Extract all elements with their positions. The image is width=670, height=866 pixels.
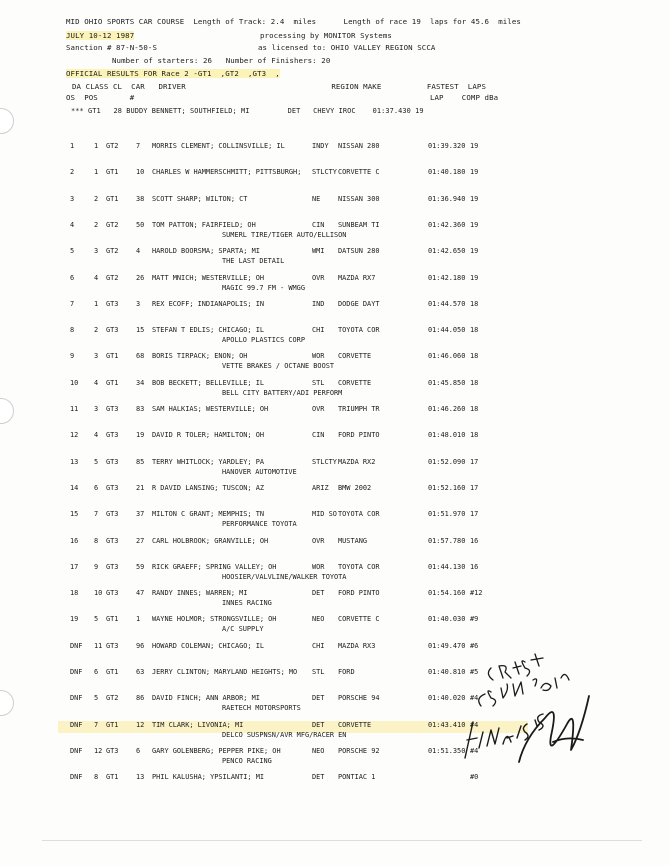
- cell-driver: CHARLES W HAMMERSCHMITT; PITTSBURGH;: [152, 168, 302, 176]
- cell-os: 17: [70, 563, 79, 571]
- table-row: [0, 589, 670, 601]
- cell-make: MAZDA RX7: [338, 274, 376, 282]
- cell-fastest: 01:44.050: [428, 326, 466, 334]
- cell-pos: 7: [94, 721, 99, 729]
- cell-region: OVR: [312, 274, 325, 282]
- license-note: as licensed to: OHIO VALLEY REGION SCCA: [258, 43, 436, 52]
- cell-car: 68: [136, 352, 145, 360]
- cell-region: OVR: [312, 537, 325, 545]
- cell-pos: 5: [94, 615, 99, 623]
- cell-pos: 2: [94, 195, 99, 203]
- page-edge-shadow: [42, 840, 642, 841]
- cell-region: NE: [312, 195, 321, 203]
- cell-pos: 8: [94, 537, 99, 545]
- cell-pos: 3: [94, 405, 99, 413]
- table-row: [0, 247, 670, 259]
- cell-cls: GT2: [106, 247, 119, 255]
- cell-car: 6: [136, 747, 141, 755]
- cell-region: STL: [312, 668, 325, 676]
- cell-os: DNF: [70, 747, 83, 755]
- cell-pos: 2: [94, 326, 99, 334]
- sponsor-line: DELCO SUSPNSN/AVR MFG/RACER EN: [222, 731, 347, 739]
- cell-car: 19: [136, 431, 145, 439]
- cell-driver: BOB BECKETT; BELLEVILLE; IL: [152, 379, 265, 387]
- sponsor-line: A/C SUPPLY: [222, 625, 264, 633]
- column-headers-line1: DA CLASS CL CAR DRIVER REGION MAKE FASTEST LAPS: [72, 82, 487, 91]
- cell-os: 18: [70, 589, 79, 597]
- cell-os: 16: [70, 537, 79, 545]
- cell-region: DET: [312, 773, 325, 781]
- cell-region: CHI: [312, 326, 325, 334]
- cell-os: 11: [70, 405, 79, 413]
- cell-make: PORSCHE 92: [338, 747, 380, 755]
- cell-region: MID SO: [312, 510, 337, 518]
- sponsor-line: PERFORMANCE TOYOTA: [222, 520, 297, 528]
- cell-driver: PHIL KALUSHA; YPSILANTI; MI: [152, 773, 265, 781]
- starters-finishers: Number of starters: 26 Number of Finishers: 20: [112, 56, 331, 65]
- cell-fastest: 01:48.010: [428, 431, 466, 439]
- cell-cls: GT1: [106, 379, 119, 387]
- cell-pos: 6: [94, 484, 99, 492]
- cell-laps: 18: [470, 431, 479, 439]
- sponsor-line: BELL CITY BATTERY/ADI PERFORM: [222, 389, 343, 397]
- cell-os: 12: [70, 431, 79, 439]
- cell-region: WMI: [312, 247, 325, 255]
- cell-region: WOR: [312, 563, 325, 571]
- table-row: [0, 458, 670, 470]
- cell-driver: MATT MNICH; WESTERVILLE; OH: [152, 274, 265, 282]
- race-title: OFFICIAL RESULTS FOR Race 2 -GT1 ,GT2 ,GT3 ,: [66, 69, 280, 78]
- sponsor-line: THE LAST DETAIL: [222, 257, 285, 265]
- cell-car: 34: [136, 379, 145, 387]
- sanction-number: Sanction # 87-N-50-S: [66, 43, 157, 52]
- cell-region: INDY: [312, 142, 329, 150]
- cell-car: 38: [136, 195, 145, 203]
- cell-pos: 5: [94, 458, 99, 466]
- cell-car: 10: [136, 168, 145, 176]
- cell-pos: 1: [94, 142, 99, 150]
- table-row: [0, 484, 670, 496]
- cell-region: NEO: [312, 747, 325, 755]
- cell-driver: JERRY CLINTON; MARYLAND HEIGHTS; MO: [152, 668, 298, 676]
- cell-fastest: 01:40.180: [428, 168, 466, 176]
- cell-car: 3: [136, 300, 141, 308]
- cell-pos: 9: [94, 563, 99, 571]
- cell-make: PONTIAC 1: [338, 773, 376, 781]
- cell-region: DET: [312, 589, 325, 597]
- cell-cls: GT3: [106, 537, 119, 545]
- cell-region: STL: [312, 379, 325, 387]
- cell-laps: 16: [470, 537, 479, 545]
- cell-make: SUNBEAM TI: [338, 221, 380, 229]
- cell-os: 4: [70, 221, 75, 229]
- cell-car: 50: [136, 221, 145, 229]
- cell-driver: HOWARD COLEMAN; CHICAGO; IL: [152, 642, 265, 650]
- sponsor-line: HOOSIER/VALVLINE/WALKER TOYOTA: [222, 573, 347, 581]
- cell-car: 15: [136, 326, 145, 334]
- cell-driver: CARL HOLBROOK; GRANVILLE; OH: [152, 537, 269, 545]
- table-row: [0, 142, 670, 154]
- table-row: [0, 195, 670, 207]
- cell-fastest: 01:51.970: [428, 510, 466, 518]
- cell-driver: DAVID FINCH; ANN ARBOR; MI: [152, 694, 260, 702]
- cell-make: TOYOTA COR: [338, 326, 380, 334]
- cell-region: ARIZ: [312, 484, 329, 492]
- cell-make: DODGE DAYT: [338, 300, 380, 308]
- cell-region: CIN: [312, 221, 325, 229]
- cell-pos: 10: [94, 589, 103, 597]
- cell-laps: 18: [470, 405, 479, 413]
- cell-cls: GT3: [106, 300, 119, 308]
- cell-car: 4: [136, 247, 141, 255]
- sponsor-line: MAGIC 99.7 FM - WMGG: [222, 284, 305, 292]
- cell-os: DNF: [70, 721, 83, 729]
- cell-laps: #5: [470, 668, 479, 676]
- cell-pos: 4: [94, 379, 99, 387]
- cell-make: TOYOTA COR: [338, 563, 380, 571]
- cell-make: FORD PINTO: [338, 431, 380, 439]
- cell-cls: GT1: [106, 668, 119, 676]
- cell-car: 27: [136, 537, 145, 545]
- cell-os: 3: [70, 195, 75, 203]
- cell-fastest: 01:52.090: [428, 458, 466, 466]
- cell-make: FORD PINTO: [338, 589, 380, 597]
- cell-laps: 18: [470, 326, 479, 334]
- cell-fastest: 01:40.020: [428, 694, 466, 702]
- cell-cls: GT3: [106, 458, 119, 466]
- table-row: [0, 274, 670, 286]
- cell-fastest: 01:42.180: [428, 274, 466, 282]
- cell-laps: 18: [470, 300, 479, 308]
- pole-position-line: *** GT1 28 BUDDY BENNETT; SOUTHFIELD; MI DET CHEVY IROC 01:37.430 19: [71, 107, 424, 115]
- cell-car: 21: [136, 484, 145, 492]
- cell-laps: 17: [470, 484, 479, 492]
- handwritten-signature: [455, 640, 600, 780]
- cell-fastest: 01:52.160: [428, 484, 466, 492]
- cell-make: CORVETTE: [338, 721, 372, 729]
- cell-os: 9: [70, 352, 75, 360]
- cell-cls: GT3: [106, 484, 119, 492]
- cell-driver: REX ECOFF; INDIANAPOLIS; IN: [152, 300, 265, 308]
- cell-cls: GT3: [106, 642, 119, 650]
- cell-region: STLCTY: [312, 458, 337, 466]
- sponsor-line: HANOVER AUTOMOTIVE: [222, 468, 297, 476]
- cell-pos: 8: [94, 773, 99, 781]
- cell-make: TOYOTA COR: [338, 510, 380, 518]
- sponsor-line: APOLLO PLASTICS CORP: [222, 336, 305, 344]
- cell-region: NEO: [312, 615, 325, 623]
- cell-driver: GARY GOLENBERG; PEPPER PIKE; OH: [152, 747, 281, 755]
- cell-cls: GT3: [106, 510, 119, 518]
- cell-fastest: 01:44.130: [428, 563, 466, 571]
- processing-note: processing by MONITOR Systems: [260, 31, 392, 40]
- cell-pos: 7: [94, 510, 99, 518]
- cell-make: PORSCHE 94: [338, 694, 380, 702]
- cell-laps: 19: [470, 274, 479, 282]
- cell-car: 47: [136, 589, 145, 597]
- cell-fastest: 01:39.320: [428, 142, 466, 150]
- punch-hole: [0, 108, 14, 134]
- cell-car: 13: [136, 773, 145, 781]
- cell-os: DNF: [70, 642, 83, 650]
- cell-fastest: 01:46.260: [428, 405, 466, 413]
- cell-pos: 12: [94, 747, 103, 755]
- cell-car: 86: [136, 694, 145, 702]
- cell-fastest: 01:44.570: [428, 300, 466, 308]
- cell-car: 96: [136, 642, 145, 650]
- cell-os: DNF: [70, 773, 83, 781]
- cell-driver: SCOTT SHARP; WILTON; CT: [152, 195, 248, 203]
- cell-cls: GT1: [106, 168, 119, 176]
- cell-car: 1: [136, 615, 141, 623]
- sponsor-line: VETTE BRAKES / OCTANE BOOST: [222, 362, 335, 370]
- cell-laps: #4: [470, 694, 479, 702]
- cell-cls: GT3: [106, 563, 119, 571]
- cell-driver: MILTON C GRANT; MEMPHIS; TN: [152, 510, 265, 518]
- sponsor-line: SUMERL TIRE/TIGER AUTO/ELLISON: [222, 231, 347, 239]
- cell-driver: STEFAN T EDLIS; CHICAGO; IL: [152, 326, 265, 334]
- cell-laps: #4: [470, 747, 479, 755]
- cell-pos: 4: [94, 431, 99, 439]
- cell-pos: 3: [94, 247, 99, 255]
- cell-laps: 17: [470, 458, 479, 466]
- cell-os: 14: [70, 484, 79, 492]
- cell-cls: GT3: [106, 589, 119, 597]
- cell-fastest: 01:42.650: [428, 247, 466, 255]
- cell-cls: GT2: [106, 274, 119, 282]
- cell-car: 12: [136, 721, 145, 729]
- cell-laps: #9: [470, 615, 479, 623]
- cell-fastest: 01:43.410: [428, 721, 466, 729]
- cell-car: 26: [136, 274, 145, 282]
- cell-cls: GT2: [106, 694, 119, 702]
- cell-region: CIN: [312, 431, 325, 439]
- cell-cls: GT1: [106, 721, 119, 729]
- table-row: [0, 405, 670, 417]
- cell-cls: GT3: [106, 747, 119, 755]
- cell-os: 8: [70, 326, 75, 334]
- cell-laps: #0: [470, 773, 479, 781]
- column-headers-line2: OS POS # LAP COMP dBa: [66, 93, 499, 102]
- cell-make: CORVETTE C: [338, 168, 380, 176]
- cell-os: 5: [70, 247, 75, 255]
- cell-os: 6: [70, 274, 75, 282]
- cell-fastest: 01:40.810: [428, 668, 466, 676]
- cell-laps: 19: [470, 168, 479, 176]
- cell-cls: GT1: [106, 352, 119, 360]
- sponsor-line: RAETECH MOTORSPORTS: [222, 704, 301, 712]
- cell-laps: 19: [470, 195, 479, 203]
- cell-cls: GT1: [106, 773, 119, 781]
- table-row: [0, 431, 670, 443]
- cell-os: 7: [70, 300, 75, 308]
- cell-laps: 19: [470, 247, 479, 255]
- table-row: [0, 537, 670, 549]
- cell-make: CORVETTE C: [338, 615, 380, 623]
- cell-make: FORD: [338, 668, 355, 676]
- cell-laps: #12: [470, 589, 483, 597]
- cell-driver: MORRIS CLEMENT; COLLINSVILLE; IL: [152, 142, 285, 150]
- cell-cls: GT2: [106, 142, 119, 150]
- cell-cls: GT2: [106, 221, 119, 229]
- cell-driver: SAM HALKIAS; WESTERVILLE; OH: [152, 405, 269, 413]
- cell-car: 7: [136, 142, 141, 150]
- cell-make: BMW 2002: [338, 484, 372, 492]
- cell-driver: TIM CLARK; LIVONIA; MI: [152, 721, 244, 729]
- cell-fastest: 01:54.160: [428, 589, 466, 597]
- cell-region: DET: [312, 721, 325, 729]
- cell-pos: 5: [94, 694, 99, 702]
- cell-os: 1: [70, 142, 75, 150]
- cell-pos: 6: [94, 668, 99, 676]
- cell-fastest: 01:46.060: [428, 352, 466, 360]
- cell-make: NISSAN 280: [338, 142, 380, 150]
- cell-fastest: 01:36.940: [428, 195, 466, 203]
- cell-fastest: 01:49.470: [428, 642, 466, 650]
- cell-fastest: 01:40.030: [428, 615, 466, 623]
- event-date: JULY 10-12 1987: [66, 31, 135, 40]
- cell-car: 59: [136, 563, 145, 571]
- sponsor-line: PENCO RACING: [222, 757, 272, 765]
- cell-laps: 18: [470, 352, 479, 360]
- cell-cls: GT1: [106, 615, 119, 623]
- cell-cls: GT3: [106, 405, 119, 413]
- table-row: [0, 510, 670, 522]
- cell-laps: 16: [470, 563, 479, 571]
- cell-os: 13: [70, 458, 79, 466]
- cell-region: IND: [312, 300, 325, 308]
- cell-fastest: 01:51.350: [428, 747, 466, 755]
- cell-driver: DAVID R TOLER; HAMILTON; OH: [152, 431, 265, 439]
- cell-pos: 11: [94, 642, 103, 650]
- cell-region: CHI: [312, 642, 325, 650]
- cell-os: DNF: [70, 694, 83, 702]
- cell-laps: 18: [470, 379, 479, 387]
- track-info-line: MID OHIO SPORTS CAR COURSE Length of Track: 2.4 miles Length of race 19 laps for 45.6 miles: [66, 17, 521, 26]
- cell-laps: 19: [470, 142, 479, 150]
- cell-laps: 19: [470, 221, 479, 229]
- cell-region: WOR: [312, 352, 325, 360]
- cell-pos: 1: [94, 168, 99, 176]
- cell-os: 19: [70, 615, 79, 623]
- cell-make: DATSUN 280: [338, 247, 380, 255]
- cell-os: 10: [70, 379, 79, 387]
- cell-driver: R DAVID LANSING; TUSCON; AZ: [152, 484, 265, 492]
- cell-laps: 17: [470, 510, 479, 518]
- cell-region: DET: [312, 694, 325, 702]
- cell-cls: GT3: [106, 431, 119, 439]
- cell-pos: 3: [94, 352, 99, 360]
- cell-region: OVR: [312, 405, 325, 413]
- cell-make: MAZDA RX2: [338, 458, 376, 466]
- table-row: [0, 615, 670, 627]
- cell-os: 15: [70, 510, 79, 518]
- cell-driver: RANDY INNES; WARREN; MI: [152, 589, 248, 597]
- cell-fastest: 01:42.360: [428, 221, 466, 229]
- cell-fastest: 01:45.850: [428, 379, 466, 387]
- cell-driver: RICK GRAEFF; SPRING VALLEY; OH: [152, 563, 277, 571]
- cell-cls: GT3: [106, 326, 119, 334]
- cell-driver: WAYNE HOLMOR; STRONGSVILLE; OH: [152, 615, 277, 623]
- cell-car: 83: [136, 405, 145, 413]
- table-row: [0, 326, 670, 338]
- cell-laps: #4: [470, 721, 479, 729]
- table-row: [0, 352, 670, 364]
- table-row: [0, 300, 670, 312]
- cell-car: 63: [136, 668, 145, 676]
- cell-make: CORVETTE: [338, 379, 372, 387]
- cell-fastest: 01:57.780: [428, 537, 466, 545]
- cell-make: CORVETTE: [338, 352, 372, 360]
- cell-car: 85: [136, 458, 145, 466]
- cell-make: MAZDA RX3: [338, 642, 376, 650]
- cell-laps: #6: [470, 642, 479, 650]
- cell-pos: 1: [94, 300, 99, 308]
- table-row: [0, 168, 670, 180]
- cell-os: 2: [70, 168, 75, 176]
- cell-os: DNF: [70, 668, 83, 676]
- cell-driver: HAROLD BOORSMA; SPARTA; MI: [152, 247, 260, 255]
- sponsor-line: INNES RACING: [222, 599, 272, 607]
- cell-make: TRIUMPH TR: [338, 405, 380, 413]
- cell-pos: 2: [94, 221, 99, 229]
- cell-cls: GT1: [106, 195, 119, 203]
- cell-pos: 4: [94, 274, 99, 282]
- cell-driver: TERRY WHITLOCK; YARDLEY; PA: [152, 458, 265, 466]
- cell-make: MUSTANG: [338, 537, 368, 545]
- cell-driver: TOM PATTON; FAIRFIELD; OH: [152, 221, 256, 229]
- cell-make: NISSAN 300: [338, 195, 380, 203]
- cell-driver: BORIS TIRPACK; ENON; OH: [152, 352, 248, 360]
- cell-region: STLCTY: [312, 168, 337, 176]
- cell-car: 37: [136, 510, 145, 518]
